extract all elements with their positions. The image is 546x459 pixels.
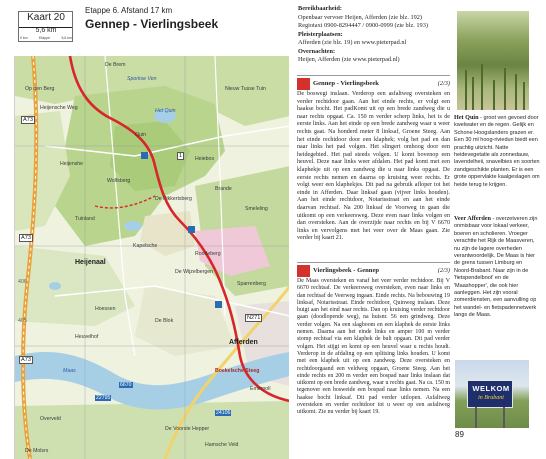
map-label-het-quin: Het Quin xyxy=(155,108,176,114)
route-map[interactable] xyxy=(14,56,289,459)
map-label-voorste-hepper: De Voorste Hepper xyxy=(165,426,210,432)
map-label-heijensche-weg: Heijensche Weg xyxy=(40,105,78,111)
section-body-2: De Maas oversteken en vanaf het veer verder rechtdoor. Bij V 6670 rechtsaf. De verkeersweg oversteken, even naar links en dan rechtsaf de Veerweg ingaan. Einde rechts. Na bebouwing 19 linksaf, Notarisstraat. Einde rechtdoor, Quinweg inslaan. Deze buigt aan het eind naar rechts. Dan op kruising verder rechtdoor gaan (doodlopende weg), na huisnr. 56 een grindweg. Deze verder volgen. Na een slagboom en een klaphek de eerste links nemen. Daarna aan het einde links en amper 100 m verder stomp rechtsaf via een klaphek de bult opgaan. Dit pad verder volgen. Het stijgt en komt op een heuvel waar u rechts houdt. Verderop in de afdaling op een splitsing links houden. U komt met een klaphek uit op een zandweg. Deze oversteken en rechtdoorgaand een veldweg opgaan, Groene Steeg. Aan het einde rechts en 200 m verder een bospad naar links inslaan dat uitkomt op een brede zandweg, waar u rechts gaat. Na ca. 150 m tegenover een bosweide een bospad naar links nemen. Na een haakse bocht linksaf. Dit pad verder uitlopen. Asfaltweg oversteken en verder rechtdoor tot u weer op een asfaltweg uitkomt. Zie nu verder bij kaart 19. xyxy=(297,278,450,416)
pieterpad-route-icon xyxy=(297,78,310,90)
section-heading-vierlingsbeek-gennep xyxy=(297,265,450,277)
sidebar-afferden-body: - overzetveren zijn onmisbaar voor lokaal verkeer, boeren en scholieren. Vroeger verachtte het Rijk de Maasveren, nu zijn de lagere overheden verantwoordelijk. De Maas is hier de grens tussen Limburg en Noord-Brabant. Naar zijn in de 'fietspendelboot' en de 'Maashopper', die ook hier aanleggen. Het zijn vooral zomerdiensten, een aanvulling op het wandel- en fietspadennetwerk langs de Maas. xyxy=(454,216,538,319)
road-number-a73-mid: A73 xyxy=(21,235,31,241)
page-title: Gennep - Vierlingsbeek xyxy=(85,17,219,31)
photo-welkom-sign xyxy=(455,360,529,428)
map-label-maas: Maas xyxy=(63,368,76,374)
map-index-foot xyxy=(20,36,72,40)
bereikbaarheid-line-1: Openbaar vervoer Heijen, Afferden (zie blz. 192) xyxy=(298,13,423,21)
section-page-2: (2/3) xyxy=(437,267,450,274)
map-label-wijzelbergen: De Wijzelbergen xyxy=(175,269,214,275)
road-number-a73-top: A73 xyxy=(23,117,33,123)
map-label-kapelsche: Kapelsche xyxy=(133,243,158,249)
overnachten-line: Heijen, Afferden (zie www.pieterpad.nl) xyxy=(298,56,400,63)
junction-marker-6670: 6670 xyxy=(120,382,132,388)
map-label-de-brem: De Brem xyxy=(105,62,126,68)
road-number-a73-bottom: A73 xyxy=(21,357,31,363)
section-divider-mid xyxy=(297,262,450,263)
route-map-canvas xyxy=(15,56,289,459)
sidebar-quin-title: Het Quin xyxy=(454,114,479,121)
page-number: 89 xyxy=(455,430,464,439)
sidebar-veer-afferden xyxy=(454,215,540,320)
map-label-hoessen: Hoessen xyxy=(95,306,116,312)
map-label-heijenaal: Heijenaal xyxy=(75,259,106,266)
map-index-foot-left: 0 km xyxy=(20,36,28,40)
map-label-overveld: Overveld xyxy=(40,416,61,422)
sidebar-het-quin xyxy=(454,114,540,189)
map-label-de-molsrs: De Molsrs xyxy=(25,448,49,454)
pieterpad-route-icon xyxy=(297,265,310,277)
sidebar-quin-body: - groot ven gevoed door kwelwater en de regen. Gelijk en Schone Hoogslanders grazen er. Een 30 ml hoog-riviedun biedt een prachtig uitzicht. Natte heidevegetatie als zonnedauw, lavendelheii, snavelbies en soorten zandgeschikte planten. Er is een grote oppervlakte kaalgeslagen om heide terug te krijgen. xyxy=(454,115,540,188)
map-label-wolfsberg: Wolfsberg xyxy=(107,178,131,184)
map-index-foot-right: 5,6 km xyxy=(61,36,72,40)
map-label-op-den-berg: Op den Berg xyxy=(25,86,55,92)
overnachten-heading: Overnachten: xyxy=(298,47,336,55)
map-label-afferden: Afferden xyxy=(229,339,258,346)
map-scale-label: 5,6 km xyxy=(35,27,57,34)
section-title-1: Gennep - Vierlingsbeek xyxy=(313,80,379,87)
junction-marker-22795: 22795 xyxy=(96,395,111,401)
map-label-roodeberg: Roodeberg xyxy=(195,251,221,257)
section-body-1: De boswegi inslaan. Verderop een asfaltweg oversteken en verder rechtdoor gaan. Aan het einde rechts, er volgt een haakse bocht. Het padKomt uit op een brede zandweg die u naar rechts opgaat. Ca. 150 m verder scherp links, het is de eerste links. Aan het einde op een brede zandweg waar u weer rechts gaat. Na honderd meter 8 linksaf, Groene Steeg. Aan het einde rechtdoor door een klaphek; volg het pad en dan naar links het pad volgen. Het slingert omhoog door een heidegebied. Het pad steeds volgen. U komt bovenop een heuvel. Deze naar links weer afdalen. Het pad komt met een klaphekje uit op een zandweg die u naar links opgaat. De eerste rechts nemen en daarna op kruising weer rechts. Er volgt weer een klaphekjes. Dit pad na gebruik afloper tot het einde in Afferden. Daar linksaf gaan (vijver links houden). Aan het einde rechtdoor, Notarisstraat en aan het einde daarvan rechtsaf. Na 200 linksaf de Voorweg in gaan die uitkomt op een verkeersweg. Deze even naar links volgen en dan oversteken. Aan de overzijde naar rechts en bij V 6670 links en vervolgens met het veer over de Maas gaan. Zie verder bij kaart 21. xyxy=(297,91,450,242)
pleisterplaatsen-heading: Pleisterplaatsen: xyxy=(298,30,343,38)
junction-marker-24106: 24106 xyxy=(216,410,231,416)
map-label-brande: Brande xyxy=(215,186,232,192)
map-label-heijenshe: Heijenshe xyxy=(60,161,84,167)
etappe-label: Etappe 6. Afstand 17 km xyxy=(85,6,173,15)
map-label-heiebos: Heiebos xyxy=(195,156,215,162)
section-page-1: (2/3) xyxy=(437,80,450,87)
grid-number-405: 405 xyxy=(18,318,27,324)
bereikbaarheid-line-2: Regiotaxi 0900-8294447 / 0900-0999 (zie blz. 193) xyxy=(298,22,428,29)
section-title-2: Vierlingsbeek - Gennep xyxy=(313,267,380,274)
welkom-sign-line-2: in Brabant xyxy=(478,395,504,401)
map-label-sparrenberg: Sparrenberg xyxy=(237,281,266,287)
welkom-sign-line-1: WELKOM xyxy=(472,384,510,393)
map-label-heuvelhof: Heuvelhof xyxy=(75,334,99,340)
section-heading-gennep-vierlingsbeek xyxy=(297,78,450,90)
map-label-smeleling: Smeleling xyxy=(245,206,268,212)
info-block xyxy=(298,5,450,65)
map-label-emerpoll: Emerpoll xyxy=(250,386,271,392)
map-index-title: Kaart 20 xyxy=(27,12,65,23)
map-label-nieuw-tusse-tuin: Nieuw Tusse Tuin xyxy=(225,86,266,92)
map-label-de-blok: De Blok xyxy=(155,318,174,324)
grid-number-406: 406 xyxy=(18,279,27,285)
map-label-quin: Quin xyxy=(135,132,146,138)
map-label-tuinland: Tuinland xyxy=(75,216,95,222)
bereikbaarheid-heading: Bereikbaarheid: xyxy=(298,5,342,12)
sign-post-left xyxy=(475,407,477,428)
section-divider-top xyxy=(297,75,450,76)
map-index-box xyxy=(18,11,73,42)
map-label-sporkse-ven: Sporkse Ven xyxy=(127,76,157,82)
route-marker-1: 1 xyxy=(179,153,183,159)
sidebar-afferden-title: Veer Afferden xyxy=(454,215,491,222)
map-label-boekelsche-steeg: Boekelsche Steeg xyxy=(215,368,260,374)
map-index-foot-mid: Etappe xyxy=(38,36,51,40)
welkom-sign xyxy=(467,380,513,408)
pleisterplaatsen-line: Afferden (zie blz. 19) en www.pieterpad.nl xyxy=(298,39,407,46)
sign-post-right xyxy=(503,407,505,428)
photo-quin-landscape xyxy=(457,11,529,110)
road-number-n271: N271 xyxy=(247,315,261,321)
map-label-hamsche-veld: Hamsche Veld xyxy=(205,442,239,448)
map-label-pikkertsberg: De Pikkertsberg xyxy=(155,196,192,202)
